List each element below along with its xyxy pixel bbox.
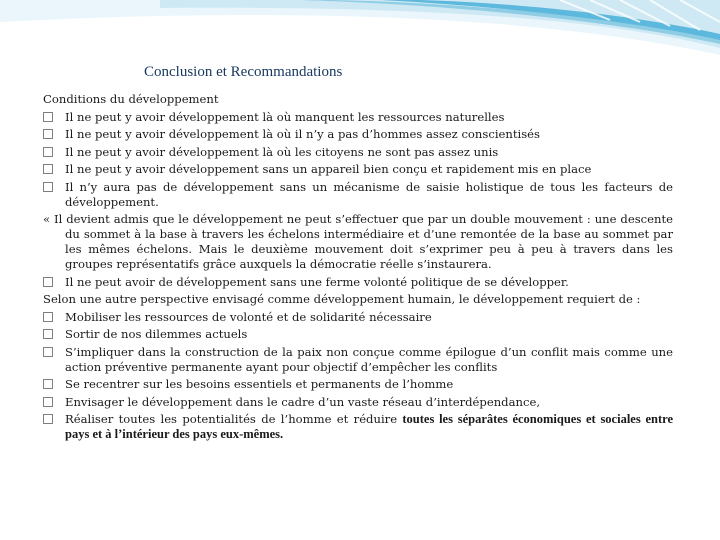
checkbox-bullet-icon bbox=[43, 397, 53, 407]
condition-item: Il ne peut y avoir développement là où manquent les ressources naturelles bbox=[43, 110, 673, 125]
slide-title: Conclusion et Recommandations bbox=[144, 64, 343, 80]
condition-item: Il ne peut y avoir développement sans un appareil bien conçu et rapidement mis en place bbox=[43, 162, 673, 177]
condition-item: Il ne peut y avoir développement là où les citoyens ne sont pas assez unis bbox=[43, 145, 673, 160]
checkbox-bullet-icon bbox=[43, 277, 53, 287]
checkbox-bullet-icon bbox=[43, 147, 53, 157]
condition-item: Il ne peut y avoir développement là où il n’y a pas d’hommes assez conscientisés bbox=[43, 127, 673, 142]
checkbox-bullet-icon bbox=[43, 112, 53, 122]
checkbox-bullet-icon bbox=[43, 329, 53, 339]
requirement-item: S’impliquer dans la construction de la paix non conçue comme épilogue d’un conflit mais comme une action préventive permanente ayant pour objectif d’empêcher les conflits bbox=[43, 345, 673, 375]
checkbox-bullet-icon bbox=[43, 414, 53, 424]
requirement-item: Envisager le développement dans le cadre d’un vaste réseau d’interdépendance, bbox=[43, 395, 673, 410]
political-item: Il ne peut avoir de développement sans une ferme volonté politique de se développer. bbox=[43, 275, 673, 290]
requirement-item: Sortir de nos dilemmes actuels bbox=[43, 327, 673, 342]
checkbox-bullet-icon bbox=[43, 164, 53, 174]
quote-paragraph: « Il devient admis que le développement ne peut s’effectuer que par un double mouvement : une descente du sommet à la base à travers les échelons intermédiaire et d’une remontée de la base au sommet par les mêmes échelons. Mais le deuxième mouvement doit s’exprimer peu à peu à travers dans les groupes représentatifs grâce auxquels la démocratie réelle s’instaurera. bbox=[43, 212, 673, 271]
requirement-item: Réaliser toutes les potentialités de l’homme et réduire toutes les séparâtes économiques et sociales entre pays et à l’intérieur des pays eux-mêmes. bbox=[43, 412, 673, 442]
checkbox-bullet-icon bbox=[43, 182, 53, 192]
requirement-item: Se recentrer sur les besoins essentiels et permanents de l’homme bbox=[43, 377, 673, 392]
checkbox-bullet-icon bbox=[43, 347, 53, 357]
emphasized-text: toutes les séparâtes économiques et sociales entre pays et à l’intérieur des pays eux-mêmes. bbox=[65, 412, 674, 441]
checkbox-bullet-icon bbox=[43, 312, 53, 322]
checkbox-bullet-icon bbox=[43, 379, 53, 389]
checkbox-bullet-icon bbox=[43, 129, 53, 139]
requirement-item: Mobiliser les ressources de volonté et de solidarité nécessaire bbox=[43, 310, 673, 325]
condition-item: Il n’y aura pas de développement sans un mécanisme de saisie holistique de tous les facteurs de développement. bbox=[43, 180, 673, 210]
human-development-intro: Selon une autre perspective envisagé comme développement humain, le développement requiert de : bbox=[43, 292, 641, 306]
intro-heading: Conditions du développement bbox=[43, 92, 219, 106]
slide-body bbox=[43, 92, 673, 445]
